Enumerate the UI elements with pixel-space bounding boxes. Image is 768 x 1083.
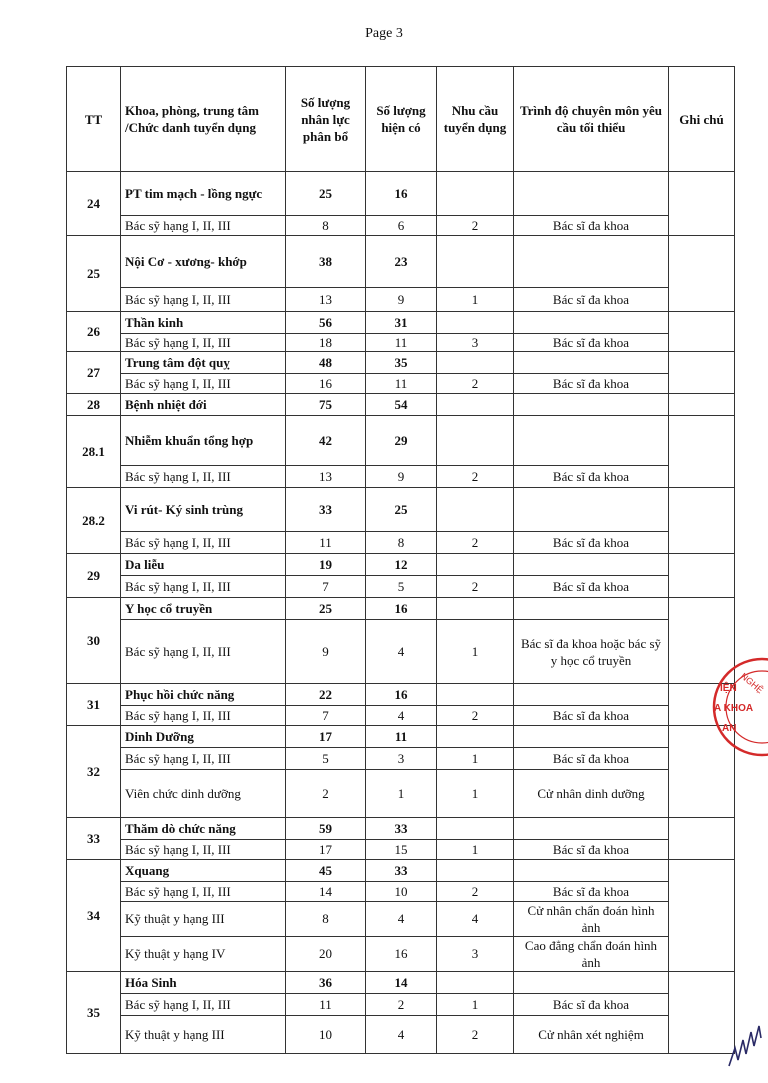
current-count: 16 <box>366 172 437 216</box>
requirement-text: Bác sĩ đa khoa <box>514 882 669 902</box>
need-cell <box>437 818 514 840</box>
need-cell <box>437 394 514 416</box>
position-row <box>67 994 735 1016</box>
row-number: 30 <box>67 598 121 684</box>
current-count: 4 <box>366 1016 437 1054</box>
need-cell <box>437 554 514 576</box>
department-row <box>67 416 735 466</box>
need-count: 1 <box>437 748 514 770</box>
header-dept: Khoa, phòng, trung tâm /Chức danh tuyển dụng <box>121 67 286 172</box>
current-count: 4 <box>366 620 437 684</box>
current-count: 8 <box>366 532 437 554</box>
department-row <box>67 818 735 840</box>
requirement-text: Bác sĩ đa khoa <box>514 216 669 236</box>
need-cell <box>437 684 514 706</box>
requirement-cell <box>514 972 669 994</box>
svg-text:AN: AN <box>722 723 737 734</box>
need-count: 2 <box>437 216 514 236</box>
allocated-count: 56 <box>286 312 366 334</box>
department-row <box>67 312 735 334</box>
need-cell <box>437 312 514 334</box>
position-title: Bác sỹ hạng I, II, III <box>121 532 286 554</box>
position-title: Bác sỹ hạng I, II, III <box>121 882 286 902</box>
current-count: 31 <box>366 312 437 334</box>
current-count: 33 <box>366 860 437 882</box>
row-number: 32 <box>67 726 121 818</box>
department-row <box>67 972 735 994</box>
allocated-count: 20 <box>286 937 366 972</box>
current-count: 16 <box>366 684 437 706</box>
current-count: 33 <box>366 818 437 840</box>
department-row <box>67 488 735 532</box>
staffing-table <box>66 66 735 1054</box>
need-cell <box>437 416 514 466</box>
need-cell <box>437 172 514 216</box>
header-note: Ghi chú <box>669 67 735 172</box>
current-count: 15 <box>366 840 437 860</box>
department-row <box>67 352 735 374</box>
table-body <box>67 172 735 1054</box>
department-row <box>67 598 735 620</box>
requirement-text: Bác sĩ đa khoa <box>514 576 669 598</box>
current-count: 1 <box>366 770 437 818</box>
position-title: Bác sỹ hạng I, II, III <box>121 620 286 684</box>
need-cell <box>437 726 514 748</box>
position-row <box>67 770 735 818</box>
current-count: 4 <box>366 902 437 937</box>
current-count: 3 <box>366 748 437 770</box>
position-row <box>67 532 735 554</box>
department-name: Y học cổ truyền <box>121 598 286 620</box>
position-title: Bác sỹ hạng I, II, III <box>121 706 286 726</box>
allocated-count: 48 <box>286 352 366 374</box>
current-count: 54 <box>366 394 437 416</box>
requirement-cell <box>514 818 669 840</box>
need-cell <box>437 598 514 620</box>
row-number: 24 <box>67 172 121 236</box>
current-count: 11 <box>366 334 437 352</box>
current-count: 5 <box>366 576 437 598</box>
requirement-text: Bác sĩ đa khoa <box>514 994 669 1016</box>
allocated-count: 8 <box>286 902 366 937</box>
svg-text:NGHỆ: NGHỆ <box>738 670 766 696</box>
position-row <box>67 1016 735 1054</box>
need-cell <box>437 972 514 994</box>
requirement-text: Cử nhân dinh dưỡng <box>514 770 669 818</box>
current-count: 23 <box>366 236 437 288</box>
department-name: Xquang <box>121 860 286 882</box>
position-title: Bác sỹ hạng I, II, III <box>121 576 286 598</box>
department-name: PT tim mạch - lồng ngực <box>121 172 286 216</box>
department-name: Trung tâm đột quỵ <box>121 352 286 374</box>
position-row <box>67 576 735 598</box>
position-row <box>67 937 735 972</box>
requirement-text: Bác sĩ đa khoa <box>514 288 669 312</box>
allocated-count: 11 <box>286 994 366 1016</box>
allocated-count: 45 <box>286 860 366 882</box>
allocated-count: 7 <box>286 706 366 726</box>
allocated-count: 38 <box>286 236 366 288</box>
current-count: 9 <box>366 466 437 488</box>
position-row <box>67 288 735 312</box>
allocated-count: 13 <box>286 288 366 312</box>
department-name: Thăm dò chức năng <box>121 818 286 840</box>
allocated-count: 2 <box>286 770 366 818</box>
allocated-count: 18 <box>286 334 366 352</box>
header-requirement: Trình độ chuyên môn yêu cầu tối thiểu <box>514 67 669 172</box>
allocated-count: 11 <box>286 532 366 554</box>
position-title: Bác sỹ hạng I, II, III <box>121 466 286 488</box>
allocated-count: 16 <box>286 374 366 394</box>
allocated-count: 42 <box>286 416 366 466</box>
current-count: 10 <box>366 882 437 902</box>
requirement-cell <box>514 172 669 216</box>
current-count: 2 <box>366 994 437 1016</box>
department-row <box>67 684 735 706</box>
position-title: Bác sỹ hạng I, II, III <box>121 994 286 1016</box>
department-row <box>67 726 735 748</box>
requirement-cell <box>514 416 669 466</box>
note-cell <box>669 488 735 554</box>
requirement-text: Cử nhân xét nghiệm <box>514 1016 669 1054</box>
need-count: 1 <box>437 620 514 684</box>
position-title: Bác sỹ hạng I, II, III <box>121 288 286 312</box>
position-row <box>67 466 735 488</box>
department-row <box>67 394 735 416</box>
requirement-cell <box>514 684 669 706</box>
position-title: Bác sỹ hạng I, II, III <box>121 840 286 860</box>
current-count: 25 <box>366 488 437 532</box>
department-name: Nội Cơ - xương- khớp <box>121 236 286 288</box>
row-number: 28 <box>67 394 121 416</box>
allocated-count: 17 <box>286 840 366 860</box>
note-cell <box>669 554 735 598</box>
need-count: 2 <box>437 882 514 902</box>
current-count: 29 <box>366 416 437 466</box>
need-count: 2 <box>437 576 514 598</box>
requirement-cell <box>514 352 669 374</box>
note-cell <box>669 860 735 972</box>
need-count: 1 <box>437 994 514 1016</box>
position-row <box>67 374 735 394</box>
requirement-text: Bác sĩ đa khoa <box>514 374 669 394</box>
current-count: 11 <box>366 374 437 394</box>
position-row <box>67 748 735 770</box>
need-count: 3 <box>437 937 514 972</box>
page-label: Page 3 <box>365 26 403 41</box>
allocated-count: 75 <box>286 394 366 416</box>
row-number: 27 <box>67 352 121 394</box>
row-number: 26 <box>67 312 121 352</box>
current-count: 11 <box>366 726 437 748</box>
need-count: 1 <box>437 770 514 818</box>
requirement-text: Bác sĩ đa khoa hoặc bác sỹ y học cổ truyền <box>514 620 669 684</box>
department-name: Nhiễm khuẩn tổng hợp <box>121 416 286 466</box>
need-count: 2 <box>437 374 514 394</box>
requirement-cell <box>514 598 669 620</box>
position-title: Kỹ thuật y hạng IV <box>121 937 286 972</box>
need-count: 2 <box>437 466 514 488</box>
requirement-text: Bác sĩ đa khoa <box>514 748 669 770</box>
current-count: 4 <box>366 706 437 726</box>
department-row <box>67 172 735 216</box>
requirement-text: Bác sĩ đa khoa <box>514 706 669 726</box>
note-cell <box>669 172 735 236</box>
signature-mark <box>725 1010 765 1070</box>
position-row <box>67 882 735 902</box>
allocated-count: 7 <box>286 576 366 598</box>
position-row <box>67 216 735 236</box>
department-name: Phục hồi chức năng <box>121 684 286 706</box>
need-count: 3 <box>437 334 514 352</box>
current-count: 16 <box>366 937 437 972</box>
current-count: 6 <box>366 216 437 236</box>
requirement-text: Bác sĩ đa khoa <box>514 532 669 554</box>
current-count: 35 <box>366 352 437 374</box>
note-cell <box>669 312 735 352</box>
row-number: 31 <box>67 684 121 726</box>
need-cell <box>437 488 514 532</box>
position-title: Bác sỹ hạng I, II, III <box>121 374 286 394</box>
requirement-cell <box>514 860 669 882</box>
note-cell <box>669 394 735 416</box>
requirement-text: Bác sĩ đa khoa <box>514 840 669 860</box>
allocated-count: 10 <box>286 1016 366 1054</box>
department-name: Da liễu <box>121 554 286 576</box>
department-row <box>67 860 735 882</box>
allocated-count: 25 <box>286 172 366 216</box>
note-cell <box>669 352 735 394</box>
requirement-cell <box>514 554 669 576</box>
department-name: Hóa Sinh <box>121 972 286 994</box>
department-row <box>67 554 735 576</box>
allocated-count: 33 <box>286 488 366 532</box>
row-number: 34 <box>67 860 121 972</box>
position-title: Bác sỹ hạng I, II, III <box>121 216 286 236</box>
need-count: 1 <box>437 288 514 312</box>
need-cell <box>437 236 514 288</box>
row-number: 29 <box>67 554 121 598</box>
header-tt: TT <box>67 67 121 172</box>
official-seal <box>700 655 768 760</box>
department-row <box>67 236 735 288</box>
current-count: 9 <box>366 288 437 312</box>
position-title: Kỹ thuật y hạng III <box>121 902 286 937</box>
header-row <box>67 67 735 172</box>
requirement-cell <box>514 236 669 288</box>
row-number: 35 <box>67 972 121 1054</box>
allocated-count: 19 <box>286 554 366 576</box>
need-count: 4 <box>437 902 514 937</box>
allocated-count: 5 <box>286 748 366 770</box>
allocated-count: 13 <box>286 466 366 488</box>
position-row <box>67 706 735 726</box>
department-name: Dinh Dưỡng <box>121 726 286 748</box>
need-cell <box>437 860 514 882</box>
department-name: Vi rút- Ký sinh trùng <box>121 488 286 532</box>
position-row <box>67 840 735 860</box>
position-row <box>67 334 735 352</box>
department-name: Bệnh nhiệt đới <box>121 394 286 416</box>
note-cell <box>669 818 735 860</box>
allocated-count: 9 <box>286 620 366 684</box>
row-number: 33 <box>67 818 121 860</box>
position-title: Viên chức dinh dưỡng <box>121 770 286 818</box>
need-count: 2 <box>437 1016 514 1054</box>
note-cell <box>669 236 735 312</box>
position-title: Kỹ thuật y hạng III <box>121 1016 286 1054</box>
requirement-text: Cao đẳng chẩn đoán hình ảnh <box>514 937 669 972</box>
position-row <box>67 620 735 684</box>
allocated-count: 36 <box>286 972 366 994</box>
current-count: 14 <box>366 972 437 994</box>
row-number: 28.2 <box>67 488 121 554</box>
row-number: 28.1 <box>67 416 121 488</box>
svg-text:A KHOA: A KHOA <box>714 703 754 714</box>
requirement-text: Bác sĩ đa khoa <box>514 466 669 488</box>
department-name: Thần kinh <box>121 312 286 334</box>
svg-text:IỆN: IỆN <box>720 683 737 694</box>
allocated-count: 22 <box>286 684 366 706</box>
position-title: Bác sỹ hạng I, II, III <box>121 748 286 770</box>
header-current: Số lượng hiện có <box>366 67 437 172</box>
need-count: 2 <box>437 532 514 554</box>
header-need: Nhu cầu tuyển dụng <box>437 67 514 172</box>
allocated-count: 59 <box>286 818 366 840</box>
allocated-count: 14 <box>286 882 366 902</box>
allocated-count: 8 <box>286 216 366 236</box>
need-count: 2 <box>437 706 514 726</box>
position-row <box>67 902 735 937</box>
requirement-cell <box>514 726 669 748</box>
header-allocated: Số lượng nhân lực phân bổ <box>286 67 366 172</box>
current-count: 12 <box>366 554 437 576</box>
need-cell <box>437 352 514 374</box>
need-count: 1 <box>437 840 514 860</box>
note-cell <box>669 416 735 488</box>
allocated-count: 25 <box>286 598 366 620</box>
position-title: Bác sỹ hạng I, II, III <box>121 334 286 352</box>
requirement-cell <box>514 394 669 416</box>
row-number: 25 <box>67 236 121 312</box>
allocated-count: 17 <box>286 726 366 748</box>
requirement-text: Cử nhân chẩn đoán hình ảnh <box>514 902 669 937</box>
requirement-cell <box>514 312 669 334</box>
requirement-cell <box>514 488 669 532</box>
current-count: 16 <box>366 598 437 620</box>
requirement-text: Bác sĩ đa khoa <box>514 334 669 352</box>
